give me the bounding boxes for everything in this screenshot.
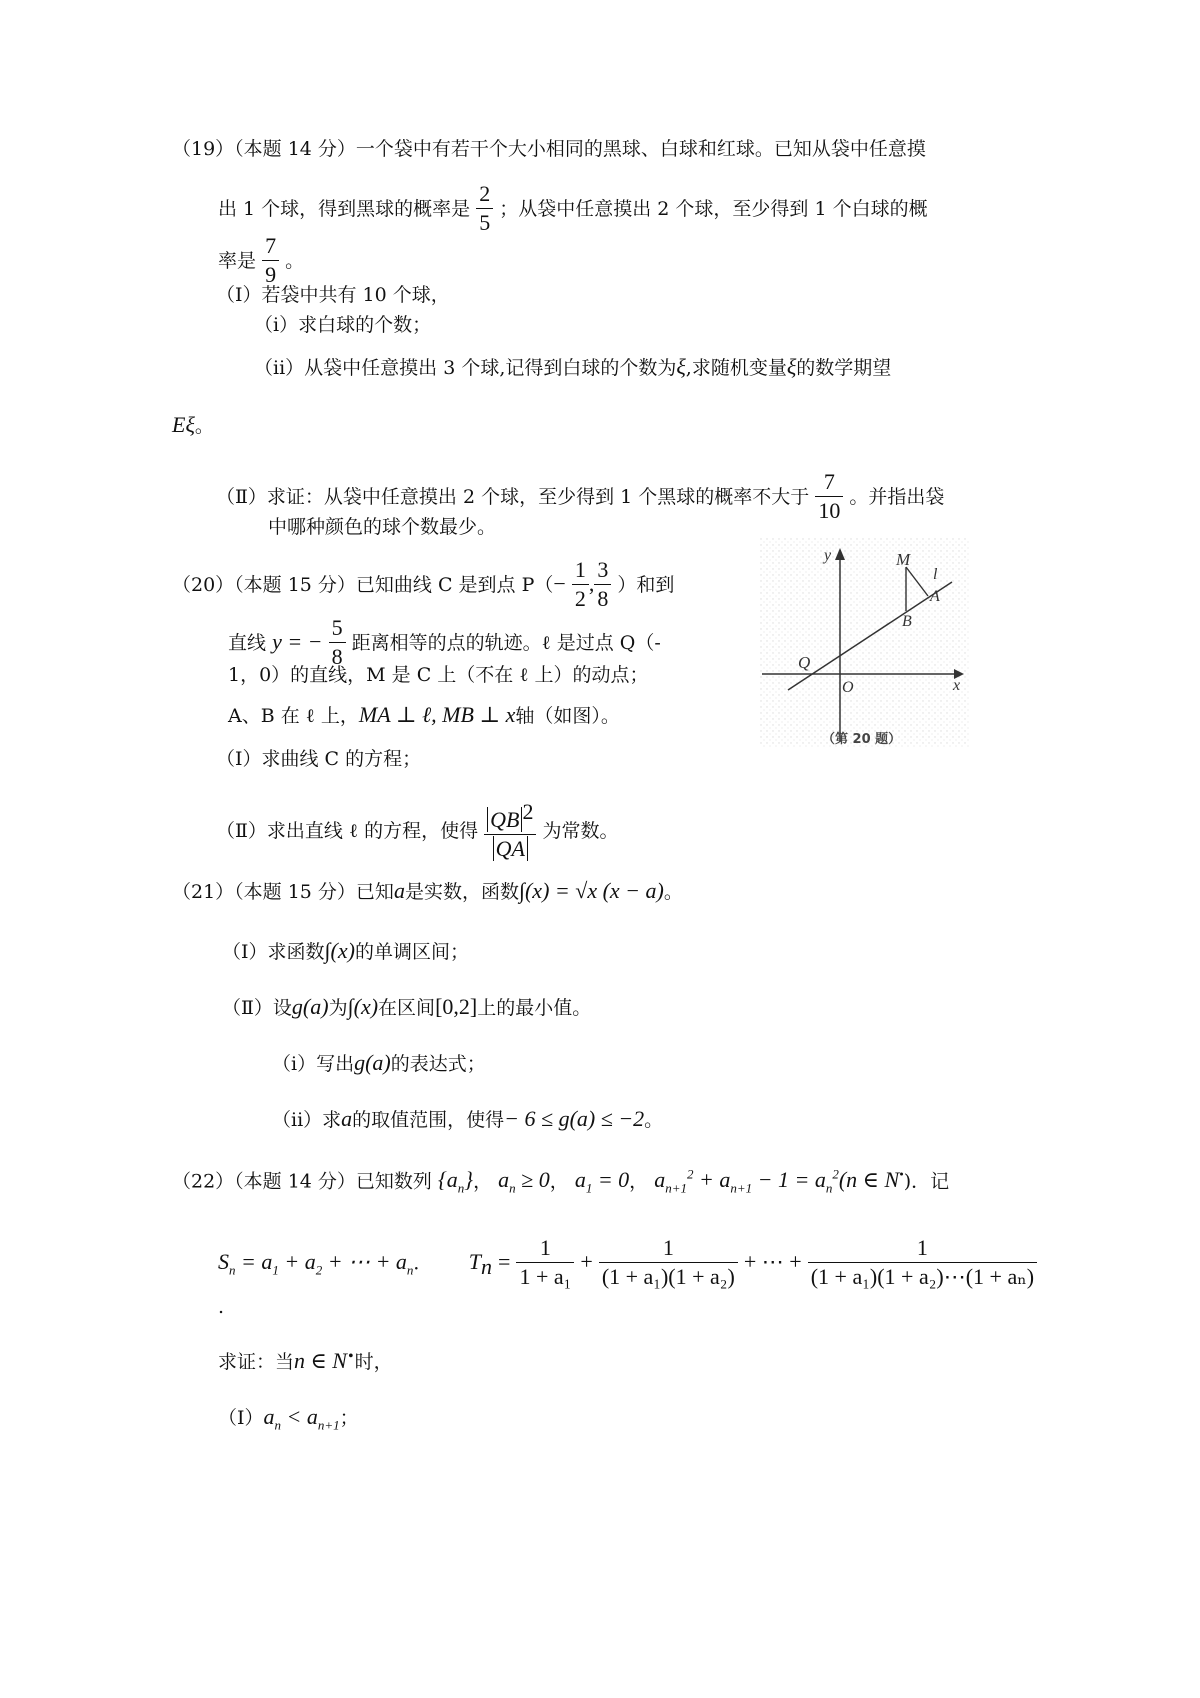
- recurrence: $a_{n+1}^2 + a_{n+1} - 1 = a_n^2(n$ ∈ N•: [654, 1167, 904, 1196]
- fraction-seven-ninths: $\frac{7}{9}$: [262, 232, 279, 288]
- q21-part2-ii: （ii）求a的取值范围，使得− 6 ≤ g(a) ≤ −2。: [272, 1106, 664, 1131]
- q21-part2-i: （i）写出g(a)的表达式；: [272, 1050, 486, 1075]
- label-a: A: [930, 588, 940, 605]
- q21-part1: （Ⅰ）求函数∫(x)的单调区间；: [222, 938, 469, 963]
- fraction-three-eighths: $\frac{3}{8}$: [594, 556, 611, 612]
- q19-expectation: Eξ。: [172, 412, 214, 437]
- q19-line3: 率是 $\frac{7}{9}$ 。: [218, 233, 305, 287]
- figure-caption: （第 20 题）: [822, 732, 902, 747]
- q22-period: .: [218, 1296, 225, 1318]
- sequence-notation: $\{a_n\}$: [437, 1167, 474, 1196]
- tn-term-2: $\frac{1}{\text{(1 + a₁)(1 + a₂)}}$: [599, 1234, 738, 1290]
- label-m: M: [896, 550, 911, 569]
- ratio-qb-squared-over-qa: $\frac{QB ^2}{QA}$: [484, 798, 536, 862]
- q22-heading: （22）（本题 14 分）已知数列 $\{a_n\}$， $a_n \ge 0$， $a_1 = 0$， $a_{n+1}^2 + a_{n+1} - 1 = a_n^2(n$ ∈ N•)．记: [172, 1167, 950, 1196]
- q20-figure: [760, 538, 970, 748]
- q20-line2: 直线 y = − $\frac{5}{8}$ 距离相等的点的轨迹。ℓ 是过点 Q（-: [228, 615, 661, 669]
- q19-part1: （Ⅰ）若袋中共有 10 个球，: [216, 284, 450, 306]
- q19-part1-i: （i）求白球的个数；: [254, 314, 432, 336]
- q20-part1: （Ⅰ）求曲线 C 的方程；: [216, 748, 422, 770]
- nonneg-condition: $a_n \ge 0$: [498, 1167, 550, 1196]
- q22-definitions: $S_n = a_1 + a_2$ + ⋯ + $a_n$． $T_n$ = $\frac{1}{\text{1 + a₁}}$ + $\frac{1}{\text{(1 + a₁)(1 + a₂)}}$ + ⋯ + $\frac{1}{\text{(1 + a₁)(1 + a₂)⋯(1 + aₙ)}}$: [218, 1236, 1037, 1292]
- label-b: B: [902, 613, 912, 630]
- initial-condition: $a_1 = 0$: [574, 1167, 630, 1196]
- label-y: y: [824, 547, 832, 564]
- q19-part1-ii: （ii）从袋中任意摸出 3 个球,记得到白球的个数为ξ,求随机变量ξ的数学期望: [254, 354, 892, 379]
- q19-heading: （19）（本题 14 分）一个袋中有若干个大小相同的黑球、白球和红球。已知从袋中任意摸: [172, 138, 926, 160]
- q19-part2-cont: 中哪种颜色的球个数最少。: [268, 516, 497, 538]
- label-l: l: [933, 566, 938, 583]
- fraction-five-eighths: $\frac{5}{8}$: [329, 614, 346, 670]
- label-q: Q: [798, 653, 811, 672]
- q20-line4: A、B 在 ℓ 上，MA ⊥ ℓ, MB ⊥ x轴（如图）。: [228, 702, 620, 727]
- fraction-one-half: $\frac{1}{2}$: [572, 556, 589, 612]
- q20-heading: （20）（本题 15 分）已知曲线 C 是到点 P（− $\frac{1}{2}$ , $\frac{3}{8}$ ）和到: [172, 557, 675, 611]
- inequality-an: $a_n < a_{n+1}$: [263, 1404, 340, 1433]
- label-x: x: [953, 677, 961, 694]
- q19-part2: （Ⅱ）求证：从袋中任意摸出 2 个球，至少得到 1 个黑球的概率不大于 $\frac{7}{10}$ 。并指出袋: [216, 469, 945, 523]
- fraction-seven-tenths: $\frac{7}{10}$: [815, 468, 843, 524]
- q20-part2: （Ⅱ）求出直线 ℓ 的方程，使得 $\frac{QB ^2}{QA}$ 为常数。: [216, 799, 619, 861]
- q22-proof-prompt: 求证：当n ∈ N•时，: [218, 1348, 393, 1373]
- q20-line3: 1，0）的直线，M 是 C 上（不在 ℓ 上）的动点；: [228, 664, 649, 686]
- fraction-two-fifths: $\frac{2}{5}$: [476, 180, 493, 236]
- tn-term-1: $\frac{1}{\text{1 + a₁}}$: [516, 1234, 574, 1290]
- q19-line2: 出 1 个球，得到黑球的概率是 $\frac{2}{5}$ ；从袋中任意摸出 2 个球，至少得到 1 个白球的概: [218, 181, 928, 235]
- q21-part2: （Ⅱ）设g(a)为∫(x)在区间[0,2]上的最小值。: [222, 994, 592, 1019]
- q21-heading: （21）（本题 15 分）已知a是实数，函数∫(x) = √x (x − a)。: [172, 878, 683, 903]
- label-o: O: [842, 679, 854, 696]
- tn-term-n: $\frac{1}{\text{(1 + a₁)(1 + a₂)⋯(1 + aₙ)}}$: [808, 1234, 1037, 1290]
- q22-part1: $(Ⅰ)a_n < a_{n+1}$；: [218, 1404, 359, 1433]
- sum-sn: $S_n = a_1 + a_2$ + ⋯ + $a_n$: [218, 1249, 414, 1278]
